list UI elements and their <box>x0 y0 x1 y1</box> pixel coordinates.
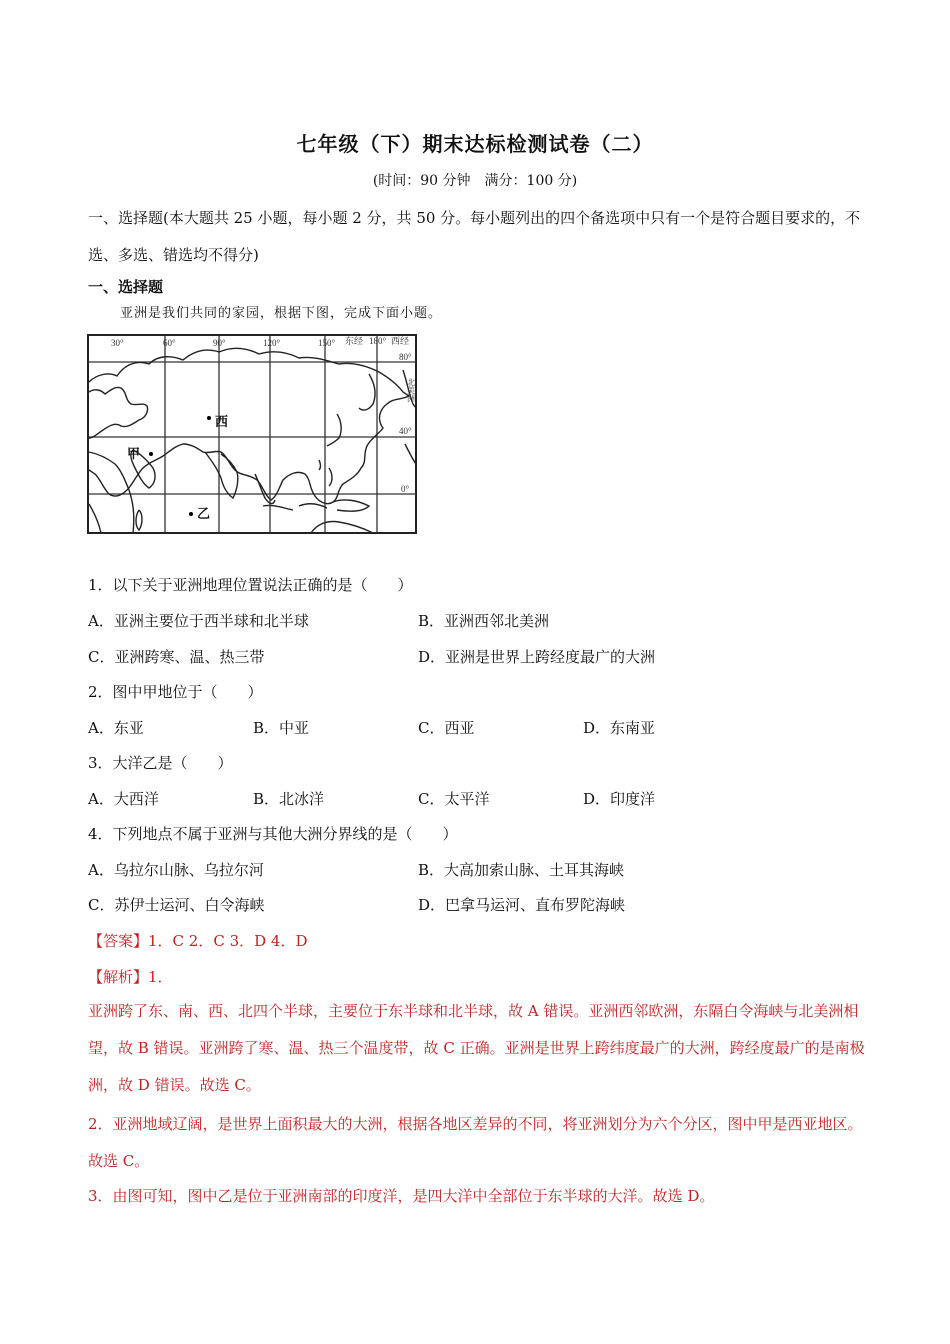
analysis-heading <box>88 966 173 987</box>
answer-label: 【答案】 <box>88 932 149 950</box>
north-america-label: 北美洲 <box>406 378 416 402</box>
section-instructions: 一、选择题(本大题共 25 小题，每小题 2 分，共 50 分。每小题列出的四个备选项中只有一个是符合题目要求的，不选、多选、错选均不得分) <box>88 209 861 264</box>
question-3-option-d: D．印度洋 <box>583 790 656 808</box>
analysis-paragraph-1: 亚洲跨了东、南、西、北四个半球，主要位于东半球和北半球，故 A 错误。亚洲西邻欧洲，东隔白令海峡与北美洲相望，故 B 错误。亚洲跨了寒、温、热三个温度带，故 C 正确。亚洲是世界上跨纬度最广的大洲，跨经度最广的是南极洲，故 D 错误。故选 C。 <box>88 1002 865 1094</box>
question-3-option-b: B．北冰洋 <box>253 790 325 808</box>
lon-label-east: 东经 <box>345 336 364 346</box>
question-4-option-d: D．巴拿马运河、直布罗陀海峡 <box>418 896 626 914</box>
question-1-option-c: C．亚洲跨寒、温、热三带 <box>88 648 265 666</box>
place-label-xi: 西 <box>215 415 229 430</box>
marker-jia <box>149 452 153 456</box>
question-2-option-b: B．中亚 <box>253 719 310 737</box>
lon-label-60: 60° <box>163 338 176 348</box>
question-lead: 亚洲是我们共同的家园，根据下图，完成下面小题。 <box>120 306 443 321</box>
lon-label-west: 西经 <box>391 336 410 346</box>
marker-yi <box>189 512 193 516</box>
answer-text: 1．C 2．C 3．D 4．D <box>148 932 308 950</box>
place-label-yi: 乙 <box>197 507 211 522</box>
question-3-option-c: C．太平洋 <box>418 790 490 808</box>
analysis-paragraph-2: 2．亚洲地域辽阔，是世界上面积最大的大洲，根据各地区差异的不同，将亚洲划分为六个分区，图中甲是西亚地区。故选 C。 <box>88 1115 863 1170</box>
section-heading: 一、选择题 <box>88 278 164 296</box>
question-2-option-a: A．东亚 <box>88 719 144 737</box>
analysis-first-num: 1． <box>148 968 173 986</box>
question-1-option-b: B．亚洲西邻北美洲 <box>418 612 550 630</box>
lon-label-180: 180° <box>369 336 387 346</box>
answer-line <box>88 930 308 951</box>
question-2-option-d: D．东南亚 <box>583 719 656 737</box>
marker-xi <box>207 416 211 420</box>
asia-map <box>87 334 417 534</box>
lat-label-0: 0° <box>401 484 410 494</box>
question-1-option-a: A．亚洲主要位于西半球和北半球 <box>88 612 309 630</box>
analysis-paragraph-3: 3．由图可知，图中乙是位于亚洲南部的印度洋，是四大洋中全部位于东半球的大洋。故选 D。 <box>88 1187 715 1205</box>
lon-label-90: 90° <box>213 338 226 348</box>
page-title: 七年级（下）期末达标检测试卷（二） <box>296 132 654 156</box>
question-2-stem: 2．图中甲地位于（ ） <box>88 683 263 701</box>
question-1-stem: 1．以下关于亚洲地理位置说法正确的是（ ） <box>88 576 413 594</box>
lon-label-30: 30° <box>111 338 124 348</box>
question-4-option-a: A．乌拉尔山脉、乌拉尔河 <box>88 861 264 879</box>
question-4-stem: 4．下列地点不属于亚洲与其他大洲分界线的是（ ） <box>88 825 458 843</box>
map-frame <box>88 335 416 533</box>
lat-label-40: 40° <box>399 426 412 436</box>
question-4-option-c: C．苏伊士运河、白令海峡 <box>88 896 265 914</box>
lon-label-150: 150° <box>318 338 336 348</box>
question-2-option-c: C．西亚 <box>418 719 475 737</box>
question-4-option-b: B．大高加索山脉、土耳其海峡 <box>418 861 625 879</box>
question-1-option-d: D．亚洲是世界上跨经度最广的大洲 <box>418 648 656 666</box>
exam-info: (时间：90 分钟 满分：100 分) <box>372 173 578 189</box>
lat-label-80: 80° <box>399 352 412 362</box>
question-3-stem: 3．大洋乙是（ ） <box>88 754 233 772</box>
place-label-jia: 甲 <box>127 447 141 462</box>
analysis-label: 【解析】 <box>88 968 149 986</box>
lon-label-120: 120° <box>263 338 281 348</box>
question-3-option-a: A．大西洋 <box>88 790 159 808</box>
asia-map-figure <box>87 334 417 534</box>
